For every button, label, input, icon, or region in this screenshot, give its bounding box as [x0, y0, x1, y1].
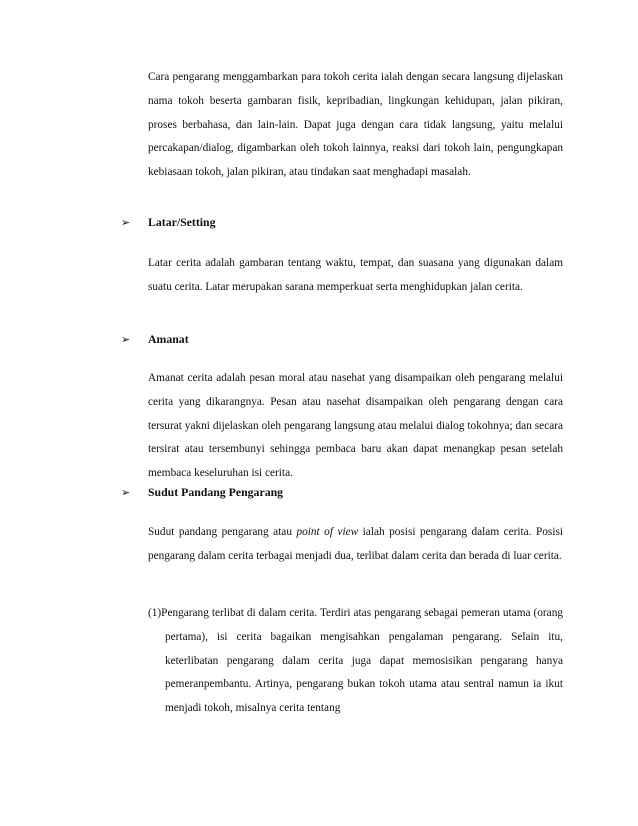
paragraph-text: Sudut pandang pengarang atau — [148, 526, 297, 538]
latar-paragraph: Latar cerita adalah gambaran tentang waktu, tempat, dan suasana yang digunakan dalam suatu cerita. Latar merupakan sarana memperkuat serta menghidupkan jalan cerita. — [148, 257, 563, 293]
heading-text: Latar/Setting — [148, 215, 216, 229]
arrow-bullet-icon: ➢ — [121, 217, 131, 229]
paragraph-text: ialah posisi pengarang dalam cerita. Posisi pengarang dalam cerita terbagai menjadi dua, terlibat dalam cerita dan berada di luar cerita. — [148, 526, 563, 562]
section-heading-amanat — [121, 332, 189, 347]
section-heading-sudut-pandang — [121, 485, 283, 500]
heading-text: Sudut Pandang Pengarang — [148, 485, 284, 499]
amanat-paragraph: Amanat cerita adalah pesan moral atau nasehat yang disampaikan oleh pengarang melalui cerita yang dikarangnya. Pesan atau nasehat disampaikan oleh pengarang dengan cara tersurat yakni dijelaskan oleh pengarang langsung atau melalui dialog tokohnya; dan secara tersirat atau tersembunyi sehingga pembaca baru akan dapat menangkap pesan setelah membaca keseluruhan isi cerita. — [148, 372, 563, 480]
sudut-pandang-paragraph — [148, 521, 563, 569]
italic-term: point of view — [296, 526, 359, 538]
section-heading-latar — [121, 215, 216, 230]
arrow-bullet-icon: ➢ — [121, 334, 131, 346]
numbered-list-item-1: (1)Pengarang terlibat di dalam cerita. Terdiri atas pengarang sebagai pemeran utama (orang pertama), isi cerita bagaikan mengisahkan pengalaman pengarang. Selain itu, keterlibatan pengarang dalam cerita juga dapat memosisikan pengarang hanya pemeranpembantu. Artinya, pengarang bukan tokoh utama atau sentral namun ia ikut menjadi tokoh, misalnya cerita tentang — [148, 607, 563, 715]
intro-paragraph: Cara pengarang menggambarkan para tokoh cerita ialah dengan secara langsung dijelaskan nama tokoh beserta gambaran fisik, kepribadian, lingkungan kehidupan, jalan pikiran, proses berbahasa, dan lain-lain. Dapat juga dengan cara tidak langsung, yaitu melalui percakapan/dialog, digambarkan oleh tokoh lainnya, reaksi dari tokoh lain, pengungkapan kebiasaan tokoh, jalan pikiran, atau tindakan saat menghadapi masalah. — [148, 71, 563, 179]
arrow-bullet-icon: ➢ — [121, 487, 131, 499]
heading-text: Amanat — [148, 332, 189, 346]
